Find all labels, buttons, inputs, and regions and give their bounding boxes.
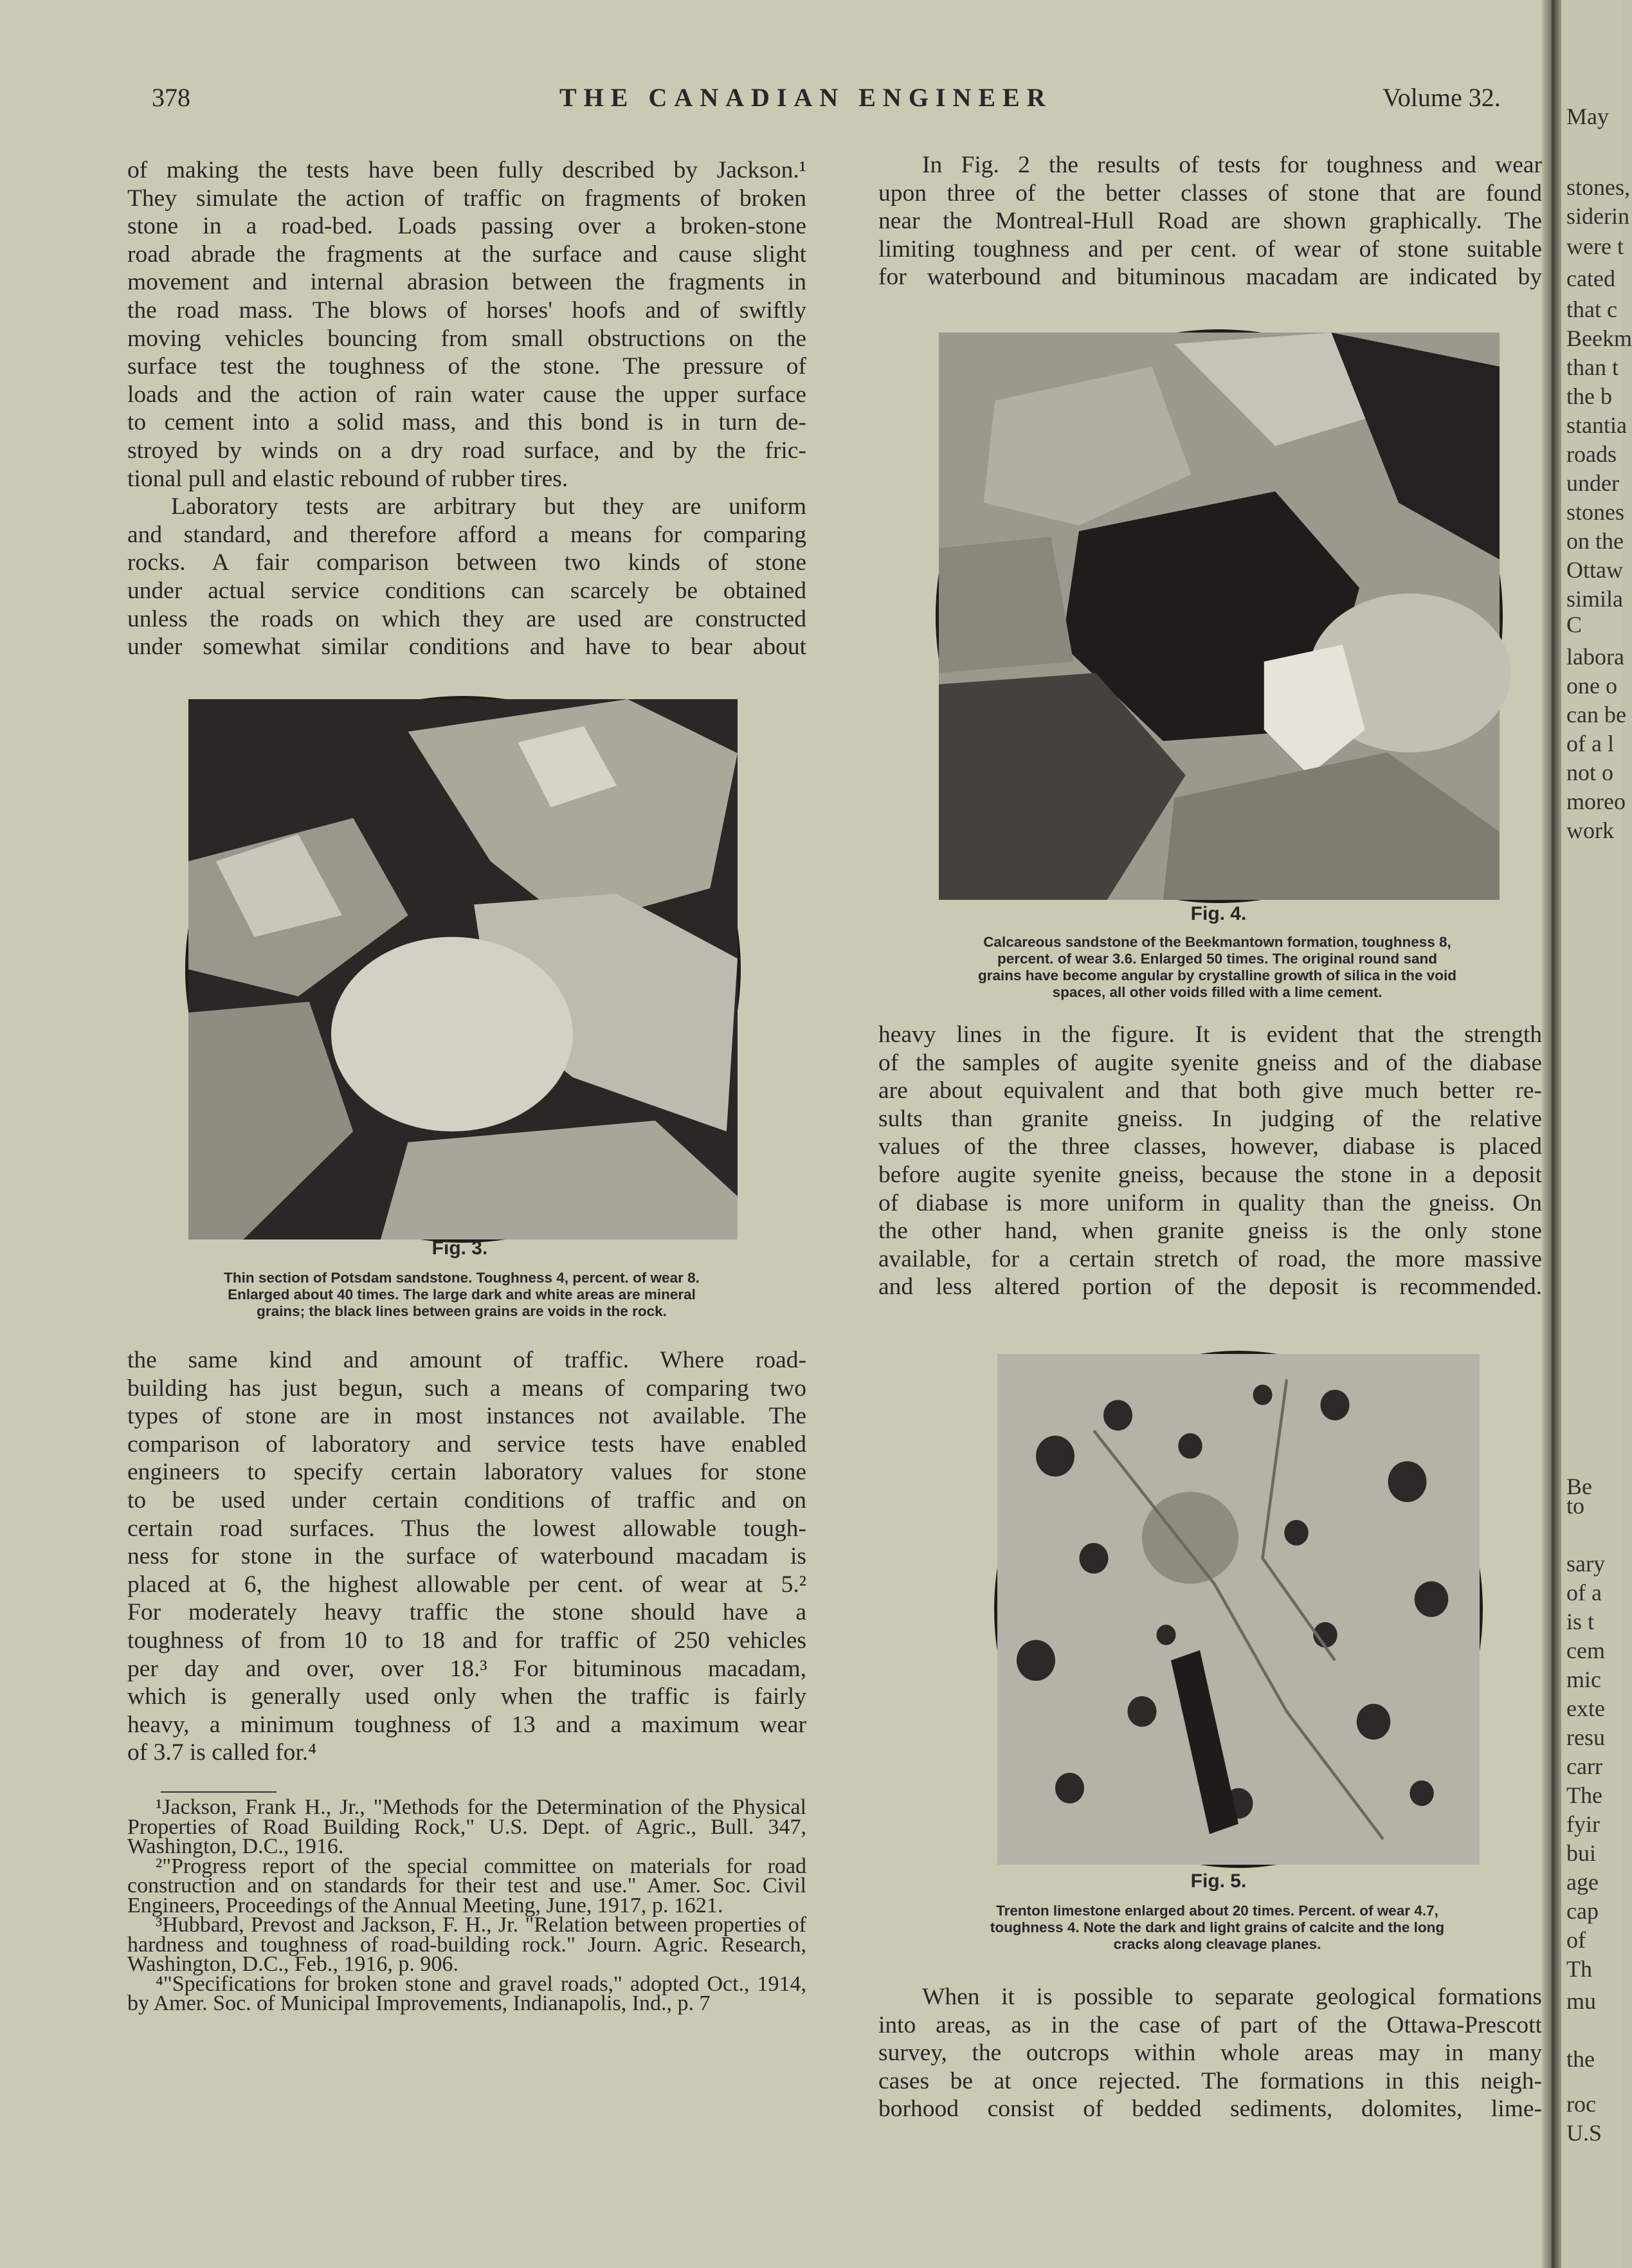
text-line: upon three of the better classes of stone that are found	[878, 179, 1542, 206]
text-line: values of the three classes, however, diabase is placed	[878, 1133, 1542, 1160]
text-line: cases be at once rejected. The formations in this neigh-	[878, 2067, 1542, 2094]
footnotes	[127, 1795, 806, 2015]
text-line: road abrade the fragments at the surface and cause slight	[127, 241, 806, 268]
fig3-caption-line: Enlarged about 40 times. The large dark and white areas are mineral	[228, 1286, 696, 1303]
text-line: available, for a certain stretch of road, the more massive	[878, 1245, 1542, 1272]
facing-page-text-fragment: of a	[1566, 1580, 1602, 1605]
facing-page-text-fragment: stones	[1566, 499, 1624, 525]
fig3-label: Fig. 3.	[431, 1238, 488, 1259]
text-line: engineers to specify certain laboratory values for stone	[127, 1459, 806, 1486]
text-line: sults than granite gneiss. In judging of the relative	[878, 1105, 1542, 1132]
facing-page-text-fragment: can be	[1566, 702, 1626, 727]
facing-page-text-fragment: under	[1566, 470, 1619, 496]
text-line: stroyed by winds on a dry road surface, and by the fric-	[127, 437, 806, 464]
facing-page-text-fragment: stones,	[1566, 174, 1630, 200]
journal-title: THE CANADIAN ENGINEER	[559, 83, 1053, 112]
facing-page-text-fragment: sary	[1566, 1551, 1605, 1577]
text-line: heavy, a minimum toughness of 13 and a maximum wear	[127, 1711, 806, 1738]
facing-page-text-fragment: mu	[1566, 1988, 1597, 2014]
facing-page-text-fragment: than t	[1566, 354, 1618, 380]
right-column-top	[878, 151, 1542, 291]
footnote-3: ³Hubbard, Prevost and Jackson, F. H., Jr. "Relation between properties of hardness and toughness of road-building rock." Journ. Agric. Research, Washington, D.C., Feb., 1916, p. 906.	[127, 1913, 806, 1976]
text-line: tional pull and elastic rebound of rubber tires.	[127, 465, 568, 492]
left-column-top	[127, 156, 806, 661]
fig5-label: Fig. 5.	[1190, 1870, 1247, 1892]
text-line: per day and over, over 18.³ For bituminous macadam,	[127, 1655, 806, 1682]
text-line: placed at 6, the highest allowable per cent. of wear at 5.²	[127, 1571, 806, 1598]
text-line: They simulate the action of traffic on fragments of broken	[127, 185, 806, 212]
text-line: stone in a road-bed. Loads passing over a broken-stone	[127, 213, 806, 240]
text-line: For moderately heavy traffic the stone should have a	[127, 1599, 806, 1626]
facing-page-text-fragment: Beekm	[1566, 325, 1632, 351]
text-line: the road mass. The blows of horses' hoofs and of swiftly	[127, 297, 806, 324]
text-line: of 3.7 is called for.⁴	[127, 1739, 317, 1766]
fig4-caption-line: Calcareous sandstone of the Beekmantown formation, toughness 8,	[983, 934, 1451, 950]
facing-page-text-fragment: Th	[1566, 1956, 1592, 1982]
facing-page-text-fragment: on the	[1566, 528, 1624, 554]
facing-page-text-fragment: exte	[1566, 1696, 1605, 1721]
fig3-micrograph	[185, 696, 741, 1243]
facing-page-text-fragment: of a l	[1566, 731, 1614, 756]
text-line: In Fig. 2 the results of tests for toughness and wear	[922, 152, 1542, 178]
text-line: limiting toughness and per cent. of wear of stone suitable	[878, 235, 1542, 262]
text-line: of making the tests have been fully described by Jackson.¹	[127, 157, 806, 183]
text-line: the same kind and amount of traffic. Where road-	[127, 1347, 806, 1373]
text-line: surface test the toughness of the stone. The pressure of	[127, 353, 806, 380]
facing-page-text-fragment: resu	[1566, 1724, 1605, 1750]
facing-page-text-fragment: siderin	[1566, 203, 1629, 229]
facing-page-text-fragment: the	[1566, 2046, 1595, 2072]
fig4-caption-line: percent. of wear 3.6. Enlarged 50 times. The original round sand	[997, 951, 1437, 967]
fig5-caption-line: Trenton limestone enlarged about 20 times. Percent. of wear 4.7,	[996, 1903, 1438, 1919]
facing-page-text-fragment: cap	[1566, 1898, 1599, 1924]
text-line: building has just begun, such a means of comparing two	[127, 1375, 806, 1402]
facing-page-text-fragment: one o	[1566, 673, 1617, 699]
text-line: rocks. A fair comparison between two kinds of stone	[127, 549, 806, 576]
left-column-bottom	[127, 1346, 806, 1767]
footnote-4: ⁴"Specifications for broken stone and gravel roads," adopted Oct., 1914, by Amer. Soc. of Municipal Improvements, Indianapolis, Ind., p. 7	[127, 1971, 806, 2015]
text-line: into areas, as in the case of part of the Ottawa-Prescott	[878, 2011, 1542, 2038]
text-line: the other hand, when granite gneiss is the only stone	[878, 1218, 1542, 1245]
text-line: toughness of from 10 to 18 and for traffic of 250 vehicles	[127, 1627, 806, 1654]
fig3-caption	[140, 1270, 783, 1320]
fig4-caption-line: grains have become angular by crystalline growth of silica in the void	[978, 967, 1456, 983]
facing-page-text-fragment: to	[1566, 1493, 1585, 1519]
facing-page-text-fragment: C	[1566, 612, 1582, 637]
text-line: heavy lines in the figure. It is evident that the strength	[878, 1021, 1542, 1048]
facing-page-text-fragment: not o	[1566, 760, 1614, 785]
fig5-caption	[893, 1903, 1542, 1953]
fig5-micrograph	[994, 1351, 1483, 1868]
facing-page-text-fragment: of	[1566, 1927, 1586, 1953]
facing-page-text-fragment: mic	[1566, 1667, 1601, 1692]
facing-page-text-fragment: work	[1566, 818, 1614, 843]
text-line: types of stone are in most instances not available. The	[127, 1403, 806, 1430]
text-line: ness for stone in the surface of waterbound macadam is	[127, 1543, 806, 1570]
text-line: movement and internal abrasion between the fragments in	[127, 269, 806, 296]
facing-page-text-fragment: labora	[1566, 644, 1624, 670]
facing-page-text-fragment: Ottaw	[1566, 557, 1623, 583]
facing-page-text-fragment: the b	[1566, 383, 1612, 409]
text-line: of the samples of augite syenite gneiss and of the diabase	[878, 1049, 1542, 1076]
facing-page-text-fragment: simila	[1566, 586, 1623, 612]
volume-label: Volume 32.	[1383, 83, 1501, 112]
facing-page-text-fragment: age	[1566, 1869, 1599, 1895]
facing-page-text-fragment: fyir	[1566, 1811, 1600, 1837]
fig4-caption	[893, 934, 1542, 1001]
facing-page-text-fragment: is t	[1566, 1609, 1595, 1634]
text-line: comparison of laboratory and service tests have enabled	[127, 1431, 806, 1458]
text-line: to be used under certain conditions of traffic and on	[127, 1486, 806, 1514]
text-line: moving vehicles bouncing from small obstructions on the	[127, 325, 806, 352]
facing-page-text-fragment: that c	[1566, 297, 1617, 322]
facing-page-edge	[1561, 0, 1632, 2268]
footnote-rule	[161, 1791, 277, 1793]
text-line: which is generally used only when the traffic is fairly	[127, 1683, 806, 1710]
page-number: 378	[152, 83, 190, 112]
fig5-caption-line: toughness 4. Note the dark and light grains of calcite and the long	[990, 1919, 1445, 1935]
text-line: unless the roads on which they are used are constructed	[127, 605, 806, 632]
facing-page-text-fragment: May	[1566, 104, 1609, 129]
facing-page-text-fragment: stantia	[1566, 412, 1627, 438]
facing-page-text-fragment: The	[1566, 1782, 1602, 1808]
text-line: Laboratory tests are arbitrary but they are uniform	[171, 493, 806, 520]
text-line: under somewhat similar conditions and have to bear about	[127, 634, 806, 661]
text-line: certain road surfaces. Thus the lowest allowable tough-	[127, 1515, 806, 1542]
facing-page-text-fragment: moreo	[1566, 789, 1626, 814]
fig3-caption-line: Thin section of Potsdam sandstone. Toughness 4, percent. of wear 8.	[224, 1270, 700, 1286]
facing-page-text-fragment: roads	[1566, 441, 1617, 467]
fig3-caption-line: grains; the black lines between grains are voids in the rock.	[257, 1303, 667, 1319]
facing-page-text-fragment: carr	[1566, 1753, 1602, 1779]
fig4-caption-line: spaces, all other voids filled with a lime cement.	[1052, 984, 1383, 1000]
facing-page-text-fragment: cem	[1566, 1638, 1605, 1663]
fig4-label: Fig. 4.	[1190, 903, 1247, 924]
text-line: near the Montreal-Hull Road are shown graphically. The	[878, 208, 1542, 235]
fig4-micrograph	[936, 329, 1503, 903]
text-line: before augite syenite gneiss, because the stone in a deposit	[878, 1161, 1542, 1188]
text-line: When it is possible to separate geological formations	[922, 1984, 1542, 2010]
text-line: and standard, and therefore afford a means for comparing	[127, 521, 806, 548]
footnote-2: ²"Progress report of the special committee on materials for road construction and on standards for their test and use." Amer. Soc. Civil Engineers, Proceedings of the Annual Meeting, June, 1917, p. 1621.	[127, 1854, 806, 1917]
text-line: and less altered portion of the deposit is recommended.	[878, 1274, 1542, 1301]
text-line: borhood consist of bedded sediments, dolomites, lime-	[878, 2096, 1542, 2123]
binding-gutter	[1542, 0, 1561, 2268]
text-line: for waterbound and bituminous macadam are indicated by	[878, 264, 1542, 291]
text-line: are about equivalent and that both give much better re-	[878, 1077, 1542, 1104]
text-line: under actual service conditions can scarcely be obtained	[127, 577, 806, 604]
fig5-caption-line: cracks along cleavage planes.	[1113, 1936, 1321, 1952]
facing-page-text-fragment: were t	[1566, 233, 1624, 259]
facing-page-text-fragment: U.S	[1566, 2120, 1602, 2146]
text-line: to cement into a solid mass, and this bond is in turn de-	[127, 409, 806, 436]
text-line: of diabase is more uniform in quality than the gneiss. On	[878, 1189, 1542, 1216]
text-line: loads and the action of rain water cause the upper surface	[127, 381, 806, 408]
footnote-1: ¹Jackson, Frank H., Jr., "Methods for the Determination of the Physical Properties of Road Building Rock," U.S. Dept. of Agric., Bull. 347, Washington, D.C., 1916.	[127, 1795, 806, 1858]
text-line: survey, the outcrops within whole areas may in many	[878, 2040, 1542, 2067]
facing-page-text-fragment: bui	[1566, 1840, 1597, 1866]
facing-page-text-fragment: cated	[1566, 266, 1615, 291]
facing-page-text-fragment: roc	[1566, 2091, 1596, 2117]
right-column-middle	[878, 1021, 1542, 1301]
facing-page-text-fragment: Be	[1566, 1474, 1592, 1499]
right-column-bottom	[878, 1983, 1542, 2123]
